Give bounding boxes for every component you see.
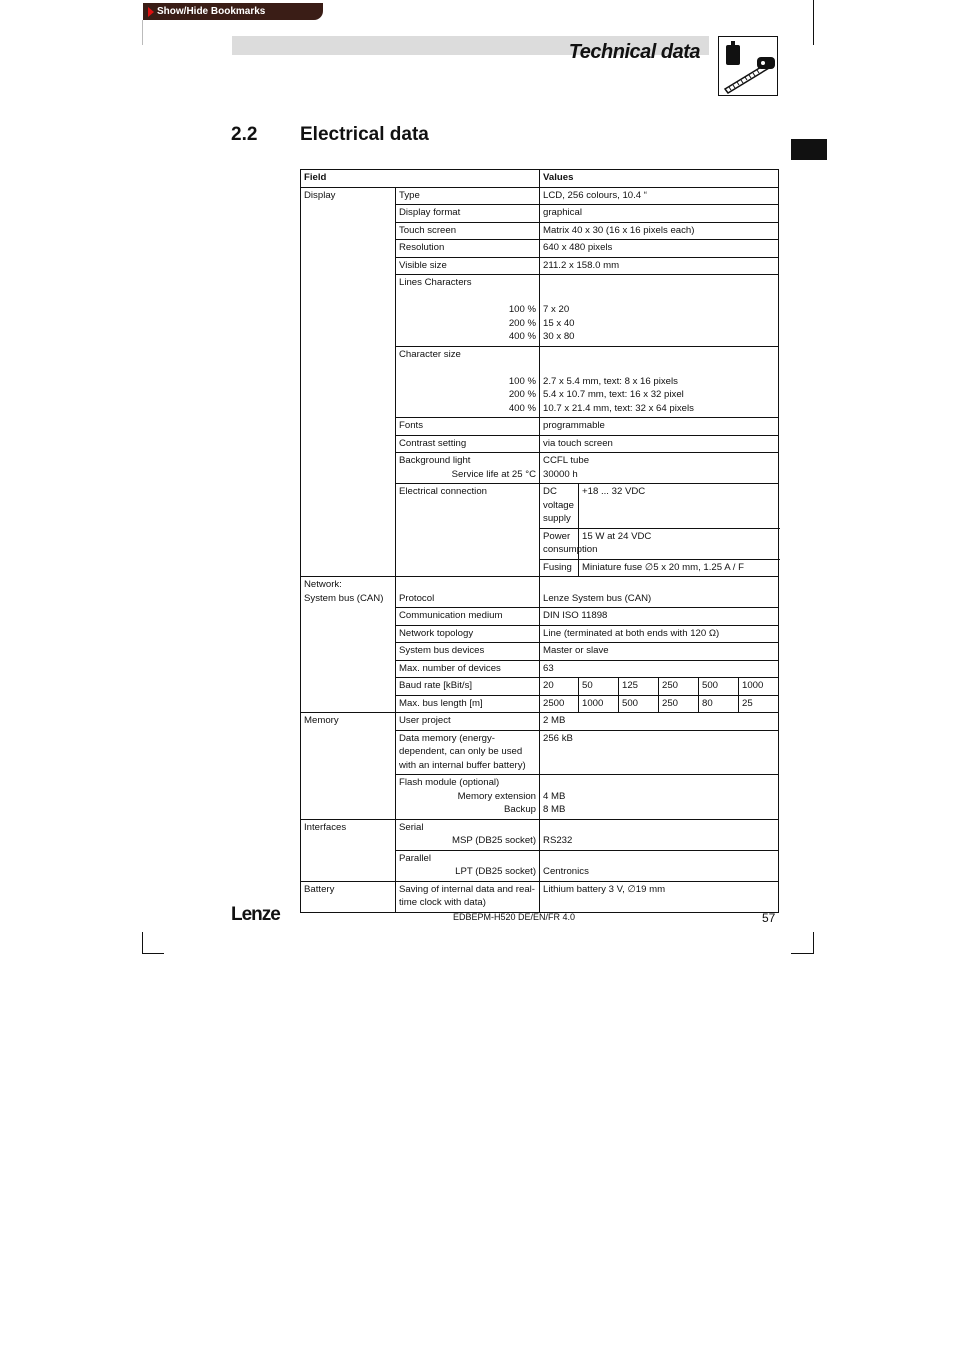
field-value: +18 ... 32 VDC [579,484,779,529]
field-label: Fusing [540,559,579,577]
field-label: Type [396,187,540,205]
can-label: System bus (CAN) [304,592,384,604]
life-label: Service life at 25 °C [451,468,537,480]
baud-value: 250 [659,678,699,696]
field-label: DC voltage supply [540,484,579,529]
char-value: 2.7 x 5.4 mm, text: 8 x 16 pixels [543,375,678,387]
crop-mark [142,953,164,954]
msp-value: RS232 [543,835,573,846]
baud-value: 500 [699,678,739,696]
crop-mark [142,20,143,45]
field-value: LCD, 256 colours, 10.4 “ [540,187,779,205]
crop-mark [142,932,143,954]
group-battery: Battery [301,881,396,912]
field-value [540,819,779,850]
table-row [301,881,779,912]
group-electrical: Electrical connection [396,484,540,577]
lines-value: 15 x 40 [543,317,575,329]
field-value: 2 MB [540,713,779,731]
field-label [396,819,540,850]
bg-value: CCFL tube [543,455,590,466]
document-id: EDBEPM-H520 DE/EN/FR 4.0 [453,912,576,922]
field-value: via touch screen [540,435,779,453]
col-header-values: Values [540,170,779,188]
field-value [540,850,779,881]
group-network [301,577,396,713]
ext-label: Memory extension [457,790,537,802]
field-label [396,577,540,608]
scale-ruler-icon [718,36,778,96]
field-value [540,453,779,484]
network-label: Network: [304,579,342,590]
lpt-label: LPT (DB25 socket) [455,866,537,877]
table-row [301,713,779,731]
field-value: 256 kB [540,730,779,775]
field-label: Visible size [396,257,540,275]
show-hide-bookmarks-button[interactable] [143,3,323,20]
field-value: Miniature fuse ∅5 x 20 mm, 1.25 A / F [579,559,779,577]
field-label: Display format [396,205,540,223]
field-label: Fonts [396,418,540,436]
table-row [301,577,779,608]
baud-value: 50 [579,678,619,696]
field-label: Max. bus length [m] [396,695,540,713]
serial-label: Serial [399,821,424,833]
zoom-label: 400 % [508,331,537,342]
length-value: 1000 [579,695,619,713]
section-title: Electrical data [300,124,429,145]
field-label [396,453,540,484]
field-value: 640 x 480 pixels [540,240,779,258]
field-value [540,346,779,418]
msp-label: MSP (DB25 socket) [451,835,537,846]
baud-value: 1000 [739,678,779,696]
field-label [396,275,540,347]
field-value: DIN ISO 11898 [540,608,779,626]
char-value: 5.4 x 10.7 mm, text: 16 x 32 pixel [543,389,684,400]
bookmark-label: Show/Hide Bookmarks [157,6,266,17]
backup-label: Backup [504,804,537,815]
field-value: 15 W at 24 VDC [579,528,779,559]
field-value: 63 [540,660,779,678]
table-header-row [301,170,779,188]
field-label: Baud rate [kBit/s] [396,678,540,696]
length-value: 500 [619,695,659,713]
length-value: 25 [739,695,779,713]
group-display: Display [301,187,396,577]
baud-value: 20 [540,678,579,696]
table-row [301,819,779,850]
char-value: 10.7 x 21.4 mm, text: 32 x 64 pixels [543,402,694,414]
section-number: 2.2 [231,124,258,145]
protocol-value: Lenze System bus (CAN) [543,592,652,604]
field-label: Data memory (energy-dependent, can only be used with an internal buffer battery) [396,730,540,775]
group-interfaces: Interfaces [301,819,396,881]
field-label: Max. number of devices [396,660,540,678]
field-value: graphical [540,205,779,223]
field-label: Communication medium [396,608,540,626]
parallel-label: Parallel [399,852,431,864]
zoom-label: 200 % [508,317,537,329]
lenze-logo: Lenze [231,904,280,925]
flash-label: Flash module (optional) [399,777,500,788]
lpt-value: Centronics [543,866,589,877]
field-label: User project [396,713,540,731]
field-value: programmable [540,418,779,436]
header-title: Technical data [568,41,700,63]
group-memory: Memory [301,713,396,820]
field-label [396,850,540,881]
electrical-data-table [300,169,779,913]
lines-value: 30 x 80 [543,331,575,342]
field-value: Lithium battery 3 V, ∅19 mm [540,881,779,912]
zoom-label: 200 % [508,389,537,400]
length-value: 80 [699,695,739,713]
field-value [540,577,779,608]
char-label: Character size [399,348,461,360]
page-number: 57 [762,911,776,925]
field-label: Saving of internal data and real-time clock with data) [396,881,540,912]
baud-value: 125 [619,678,659,696]
field-value: Matrix 40 x 30 (16 x 16 pixels each) [540,222,779,240]
lines-label: Lines Characters [399,277,472,288]
table-row [301,187,779,205]
field-label: Power consumption [540,528,579,559]
crop-mark [813,932,814,954]
field-value: Master or slave [540,643,779,661]
field-value [540,275,779,347]
field-label: Network topology [396,625,540,643]
crop-mark [791,953,814,954]
chapter-marker [791,139,827,160]
life-value: 30000 h [543,468,578,480]
field-label [396,346,540,418]
ext-value: 4 MB [543,790,566,802]
triangle-right-icon [148,7,154,17]
length-value: 250 [659,695,699,713]
bg-label: Background light [399,455,471,466]
field-label: System bus devices [396,643,540,661]
zoom-label: 400 % [508,402,537,414]
field-value: 211.2 x 158.0 mm [540,257,779,275]
field-value: Line (terminated at both ends with 120 Ω) [540,625,779,643]
crop-mark [813,0,814,45]
field-label: Resolution [396,240,540,258]
field-value [540,775,779,820]
backup-value: 8 MB [543,804,566,815]
protocol-label: Protocol [399,592,435,604]
zoom-label: 100 % [508,375,537,387]
lines-value: 7 x 20 [543,304,570,315]
col-header-field: Field [301,170,540,188]
zoom-label: 100 % [508,304,537,315]
field-label [396,775,540,820]
field-label: Touch screen [396,222,540,240]
field-label: Contrast setting [396,435,540,453]
length-value: 2500 [540,695,579,713]
